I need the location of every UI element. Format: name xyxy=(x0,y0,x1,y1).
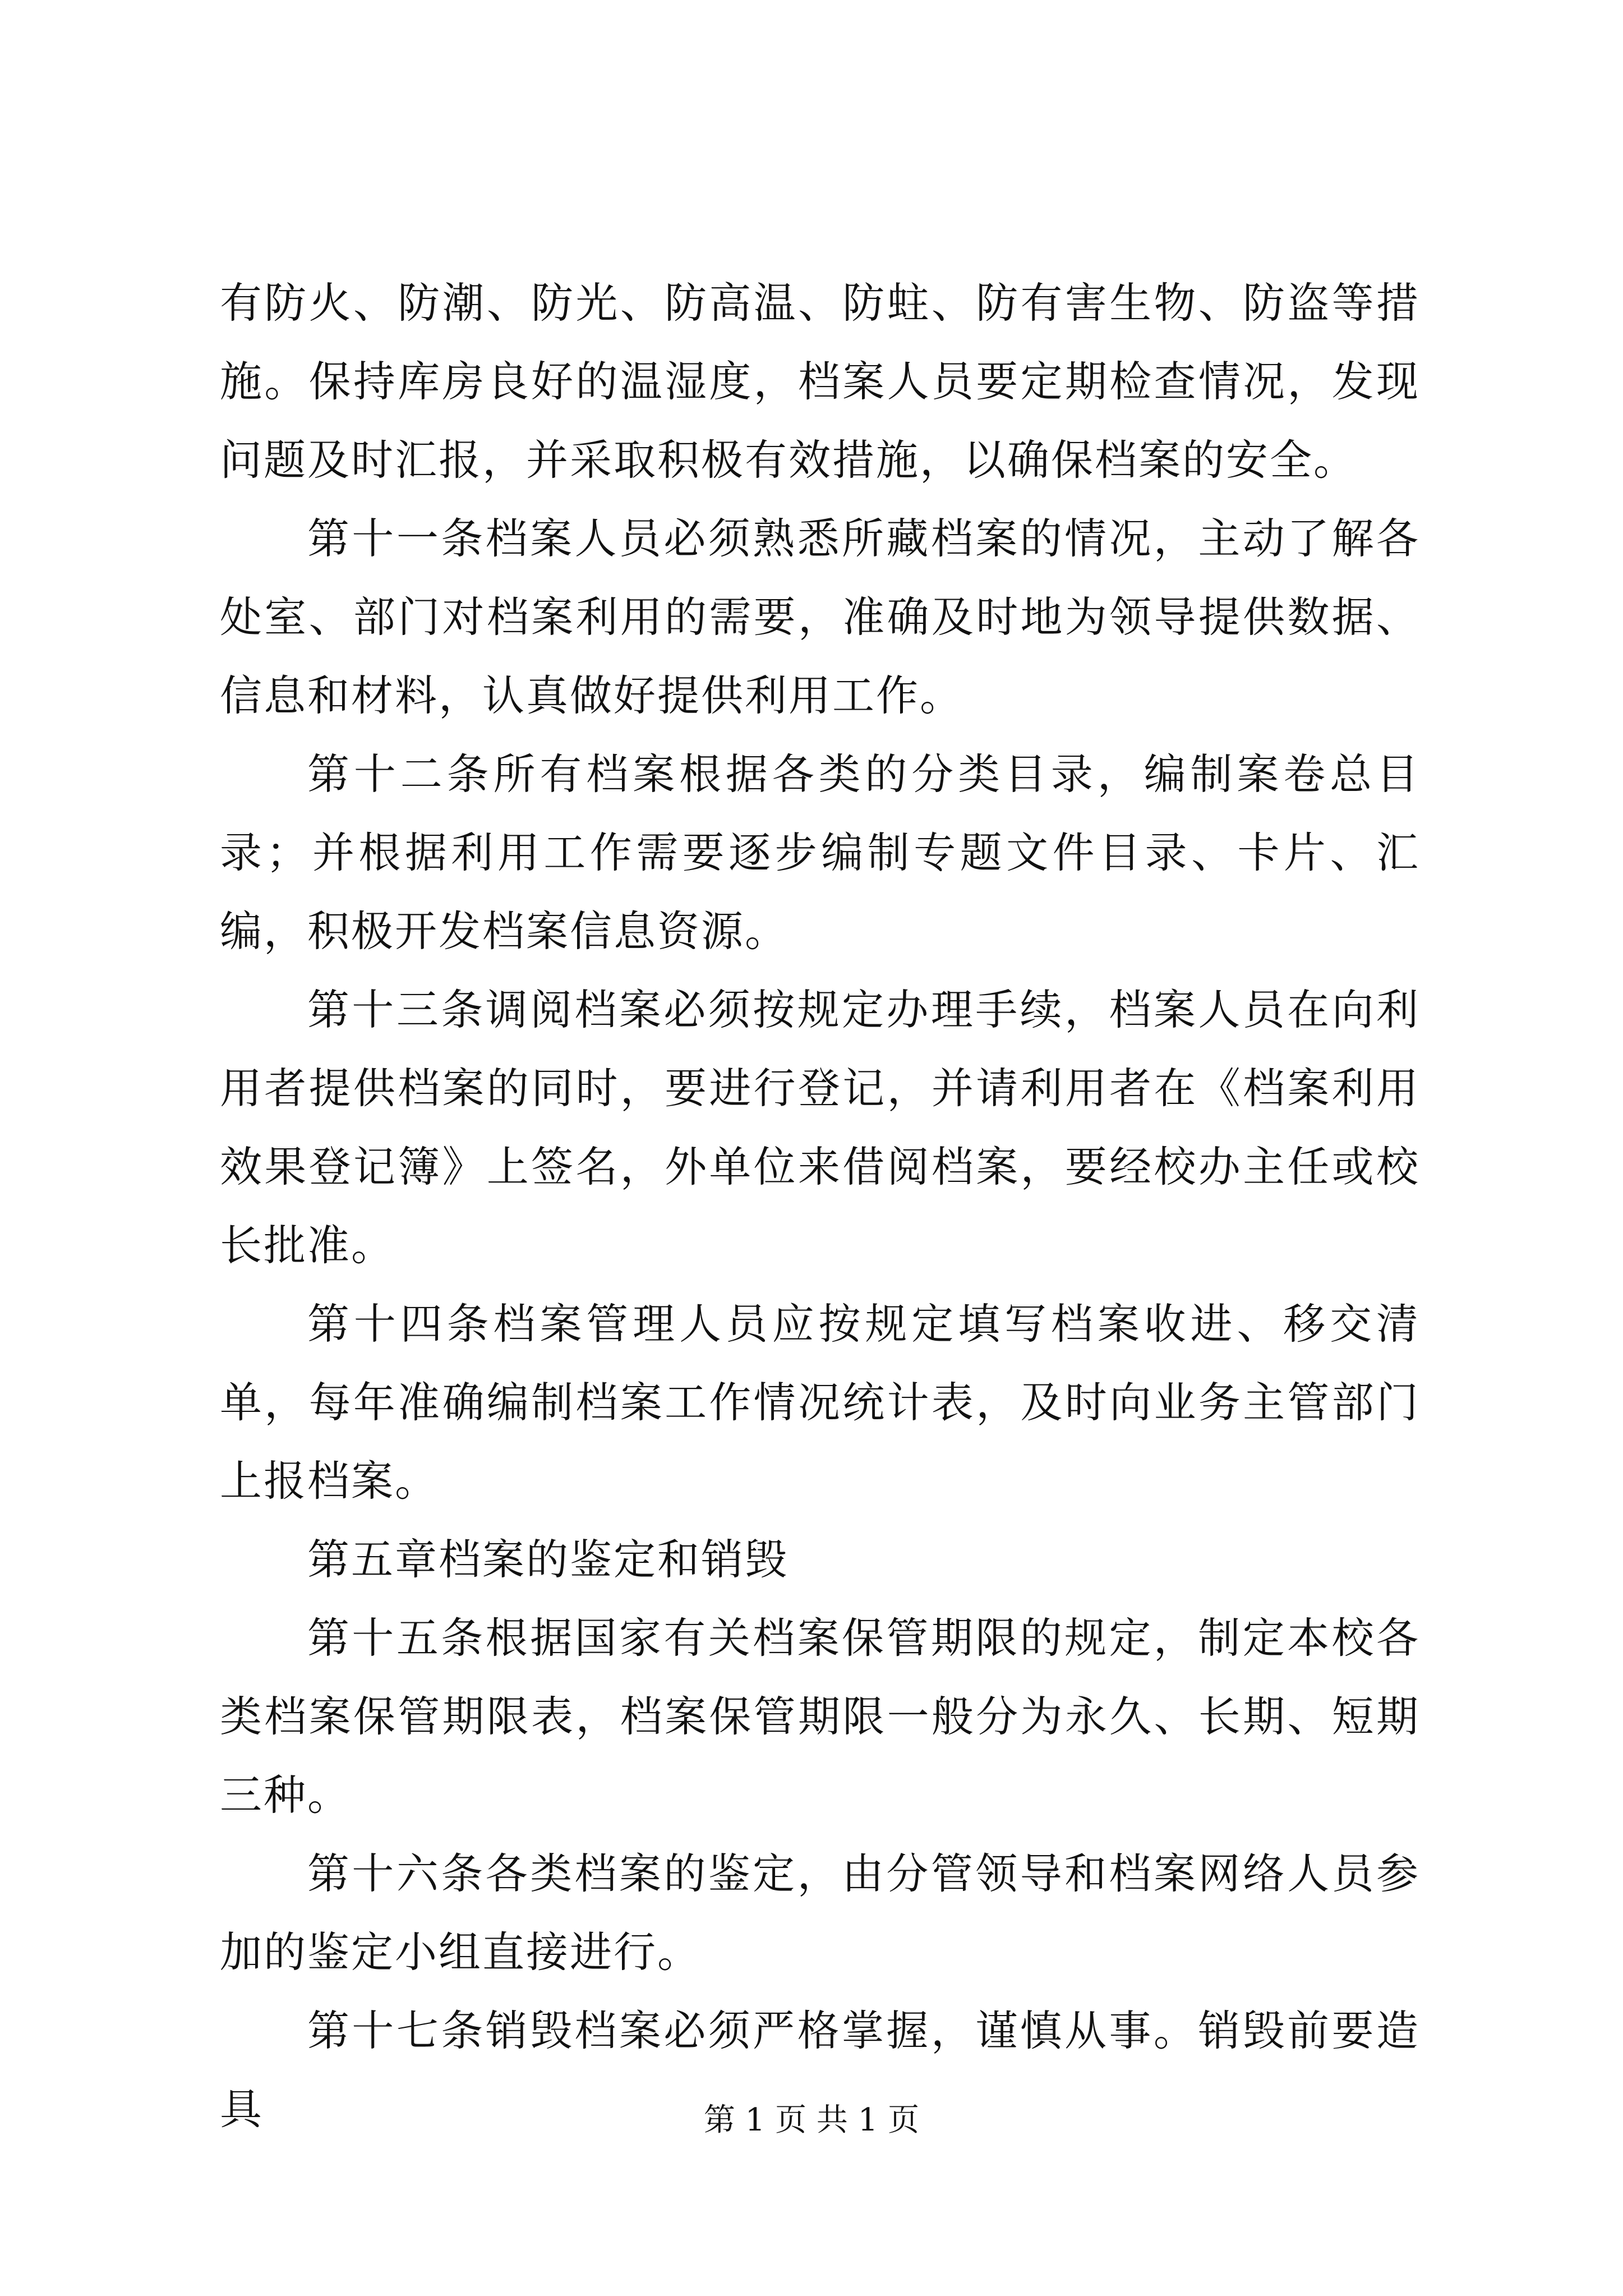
chapter-heading-5: 第五章档案的鉴定和销毁 xyxy=(307,1535,789,1584)
paragraph-article-13: 第十三条调阅档案必须按规定办理手续，档案人员在向利用者提供档案的同时，要进行登记，并请利用者在《档案利用效果登记簿》上签名，外单位来借阅档案，要经校办主任或校长批准。 xyxy=(220,985,1420,1270)
paragraph-article-11: 第十一条档案人员必须熟悉所藏档案的情况，主动了解各处室、部门对档案利用的需要，准确及时地为领导提供数据、信息和材料，认真做好提供利用工作。 xyxy=(220,514,1420,720)
paragraph-article-16: 第十六条各类档案的鉴定，由分管领导和档案网络人员参加的鉴定小组直接进行。 xyxy=(220,1849,1420,1977)
paragraph-article-15: 第十五条根据国家有关档案保管期限的规定，制定本校各类档案保管期限表，档案保管期限一般分为永久、长期、短期三种。 xyxy=(220,1613,1420,1820)
document-body xyxy=(220,264,1420,2148)
page-footer: 第 1 页 共 1 页 xyxy=(703,2102,920,2138)
paragraph-article-17: 第十七条销毁档案必须严格掌握，谨慎从事。销毁前要造具 xyxy=(220,2006,1420,2134)
paragraph-article-14: 第十四条档案管理人员应按规定填写档案收进、移交清单，每年准确编制档案工作情况统计表，及时向业务主管部门上报档案。 xyxy=(220,1299,1420,1506)
paragraph-continuation: 有防火、防潮、防光、防高温、防蛀、防有害生物、防盗等措施。保持库房良好的温湿度，档案人员要定期检查情况，发现问题及时汇报，并采取积极有效措施，以确保档案的安全。 xyxy=(220,278,1420,485)
paragraph-article-12: 第十二条所有档案根据各类的分类目录，编制案卷总目录；并根据利用工作需要逐步编制专题文件目录、卡片、汇编，积极开发档案信息资源。 xyxy=(220,749,1420,956)
